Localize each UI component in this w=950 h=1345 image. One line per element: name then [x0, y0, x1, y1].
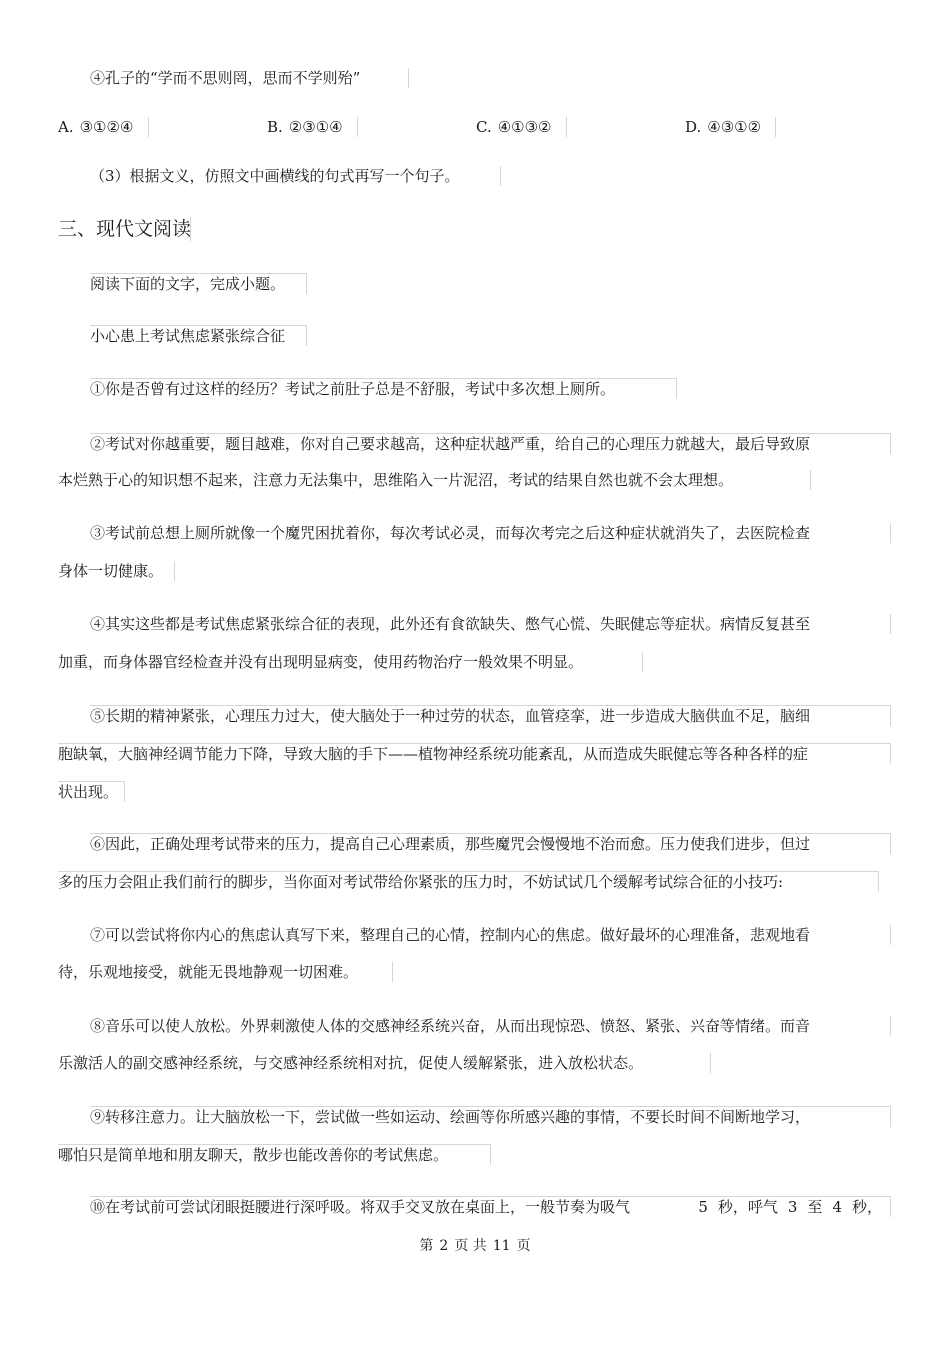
option-d-text: ④③①② — [707, 118, 762, 136]
paragraph-10-inhale-seconds: 5 — [698, 1198, 708, 1216]
paragraph-5-line-3: 状出现。 — [58, 781, 125, 802]
option-b-letter: B. — [267, 118, 283, 136]
option-d-letter: D. — [685, 118, 702, 136]
footer-prefix: 第 — [419, 1238, 434, 1254]
paragraph-4-line-2: 加重，而身体器官经检查并没有出现明显病变，使用药物治疗一般效果不明显。 — [58, 652, 643, 672]
question-item-4: ④孔子的“学而不思则罔，思而不学则殆” — [90, 68, 409, 88]
paragraph-5-line-2: 胞缺氧，大脑神经调节能力下降，导致大脑的手下——植物神经系统功能紊乱，从而造成失眠健忘等各种各样的症 — [58, 743, 891, 764]
paragraph-10-text-2: 秒，呼气 — [717, 1198, 778, 1216]
paragraph-6-line-1: ⑥因此，正确处理考试带来的压力，提高自己心理素质，那些魔咒会慢慢地不治而愈。压力使我们进步，但过 — [90, 833, 891, 854]
paragraph-10-exhale-min: 3 — [787, 1198, 798, 1216]
footer-total-pages: 11 — [492, 1238, 511, 1254]
article-title: 小心患上考试焦虑紧张综合征 — [90, 325, 307, 346]
paragraph-7-line-1: ⑦可以尝试将你内心的焦虑认真写下来，整理自己的心情，控制内心的焦虑。做好最坏的心理准备，悲观地看 — [90, 925, 891, 945]
paragraph-6-line-2: 多的压力会阻止我们前行的脚步，当你面对考试带给你紧张的压力时，不妨试试几个缓解考试综合征的小技巧: — [58, 871, 879, 892]
footer-suffix: 页 — [516, 1238, 531, 1254]
paragraph-7-line-2: 待，乐观地接受，就能无畏地静观一切困难。 — [58, 962, 393, 982]
paragraph-8-line-1: ⑧音乐可以使人放松。外界刺激使人体的交感神经系统兴奋，从而出现惊恐、愤怒、紧张、兴奋等情绪。而音 — [90, 1016, 891, 1036]
footer-page-number: 2 — [439, 1238, 449, 1254]
footer-mid: 页 共 — [454, 1238, 487, 1254]
paragraph-2-line-2: 本烂熟于心的知识想不起来，注意力无法集中，思维陷入一片泥沼，考试的结果自然也就不会太理想。 — [58, 470, 811, 490]
paragraph-3-line-1: ③考试前总想上厕所就像一个魔咒困扰着你，每次考试必灵，而每次考完之后这种症状就消失了，去医院检查 — [90, 523, 891, 543]
option-b-text: ②③①④ — [288, 118, 343, 136]
reading-instruction: 阅读下面的文字，完成小题。 — [90, 273, 307, 294]
paragraph-3-line-2: 身体一切健康。 — [58, 561, 175, 581]
option-c-letter: C. — [476, 118, 492, 136]
paragraph-9-line-2: 哪怕只是简单地和朋友聊天，散步也能改善你的考试焦虑。 — [58, 1144, 491, 1165]
paragraph-2-line-1: ②考试对你越重要，题目越难，你对自己要求越高，这种症状越严重，给自己的心理压力就越大，最后导致原 — [90, 433, 891, 454]
option-a-text: ③①②④ — [79, 118, 134, 136]
paragraph-10-line-1 — [90, 1196, 891, 1217]
paragraph-4-line-1: ④其实这些都是考试焦虑紧张综合征的表现，此外还有食欲缺失、憋气心慌、失眠健忘等症状。病情反复甚至 — [90, 614, 891, 634]
section-title: 三、现代文阅读 — [58, 218, 192, 240]
page-footer — [0, 1235, 950, 1255]
paragraph-8-line-2: 乐激活人的副交感神经系统，与交感神经系统相对抗，促使人缓解紧张，进入放松状态。 — [58, 1053, 711, 1073]
paragraph-10-text-3: 至 — [807, 1198, 823, 1216]
option-c[interactable] — [476, 117, 567, 137]
option-a[interactable] — [58, 117, 149, 137]
option-b[interactable] — [267, 117, 358, 137]
paragraph-10-exhale-max: 4 — [832, 1198, 842, 1216]
paragraph-5-line-1: ⑤长期的精神紧张，心理压力过大，使大脑处于一种过劳的状态，血管痉挛，进一步造成大脑供血不足，脑细 — [90, 705, 891, 726]
option-c-text: ④①③② — [497, 118, 552, 136]
paragraph-10-text: ⑩在考试前可尝试闭眼挺腰进行深呼吸。将双手交叉放在桌面上，一般节奏为吸气 — [90, 1198, 631, 1216]
paragraph-9-line-1: ⑨转移注意力。让大脑放松一下，尝试做一些如运动、绘画等你所感兴趣的事情，不要长时间不间断地学习， — [90, 1106, 891, 1127]
paragraph-10-text-4: 秒， — [851, 1198, 882, 1216]
paragraph-1-line-1: ①你是否曾有过这样的经历？考试之前肚子总是不舒服，考试中多次想上厕所。 — [90, 378, 677, 399]
sub-question-3: （3）根据文义，仿照文中画横线的句式再写一个句子。 — [90, 166, 501, 186]
option-a-letter: A. — [58, 118, 74, 136]
option-d[interactable] — [685, 117, 776, 137]
